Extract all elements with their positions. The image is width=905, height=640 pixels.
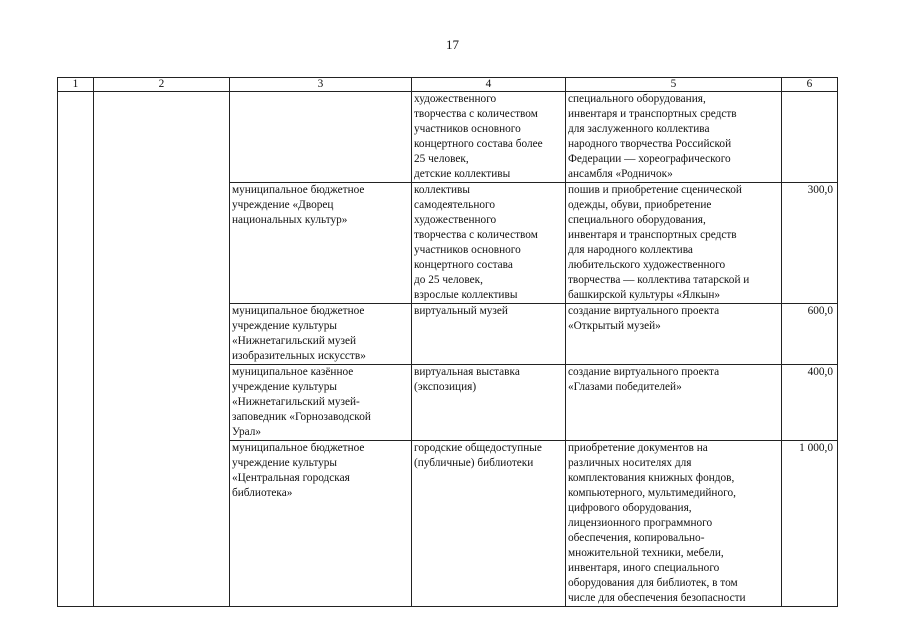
purpose-cell: создание виртуального проекта «Открытый музей» <box>566 304 782 365</box>
row-spanning-cell-2 <box>94 92 230 607</box>
column-header-3: 3 <box>230 78 412 92</box>
institution-cell: муниципальное казённое учреждение культуры «Нижнетагильский музей- заповедник «Горнозаводской Урал» <box>230 365 412 441</box>
page-number: 17 <box>446 37 459 52</box>
column-header-2: 2 <box>94 78 230 92</box>
amount-cell: 1 000,0 <box>782 441 838 607</box>
amount-cell: 400,0 <box>782 365 838 441</box>
column-header-4: 4 <box>412 78 566 92</box>
budget-table <box>57 77 838 607</box>
amount-cell <box>782 92 838 183</box>
table-row <box>58 92 838 183</box>
column-header-6: 6 <box>782 78 838 92</box>
purpose-cell: специального оборудования, инвентаря и транспортных средств для заслуженного коллектива народного творчества Российской Федерации — хореографического ансамбля «Родничок» <box>566 92 782 183</box>
activity-type-cell: коллективы самодеятельного художественного творчества с количеством участников основного концертного состава до 25 человек, взрослые коллективы <box>412 183 566 304</box>
activity-type-cell: художественного творчества с количеством участников основного концертного состава более 25 человек, детские коллективы <box>412 92 566 183</box>
purpose-cell: пошив и приобретение сценической одежды, обуви, приобретение специального оборудования, инвентаря и транспортных средств для народного коллектива любительского художественного творчества — коллектива татарской и башкирской культуры «Ялкын» <box>566 183 782 304</box>
column-header-1: 1 <box>58 78 94 92</box>
activity-type-cell: виртуальная выставка (экспозиция) <box>412 365 566 441</box>
column-number-row <box>58 78 838 92</box>
amount-cell: 600,0 <box>782 304 838 365</box>
purpose-cell: приобретение документов на различных носителях для комплектования книжных фондов, компьютерного, мультимедийного, цифрового оборудования, лицензионного программного обеспечения, копировально- множительной техники, мебели, инвентаря, иного специального оборудования для библиотек, в том числе для обеспечения безопасности <box>566 441 782 607</box>
institution-cell: муниципальное бюджетное учреждение культуры «Центральная городская библиотека» <box>230 441 412 607</box>
institution-cell: муниципальное бюджетное учреждение «Дворец национальных культур» <box>230 183 412 304</box>
activity-type-cell: городские общедоступные (публичные) библиотеки <box>412 441 566 607</box>
activity-type-cell: виртуальный музей <box>412 304 566 365</box>
purpose-cell: создание виртуального проекта «Глазами победителей» <box>566 365 782 441</box>
amount-cell: 300,0 <box>782 183 838 304</box>
institution-cell: муниципальное бюджетное учреждение культуры «Нижнетагильский музей изобразительных искусств» <box>230 304 412 365</box>
column-header-5: 5 <box>566 78 782 92</box>
row-spanning-cell-1 <box>58 92 94 607</box>
institution-cell <box>230 92 412 183</box>
